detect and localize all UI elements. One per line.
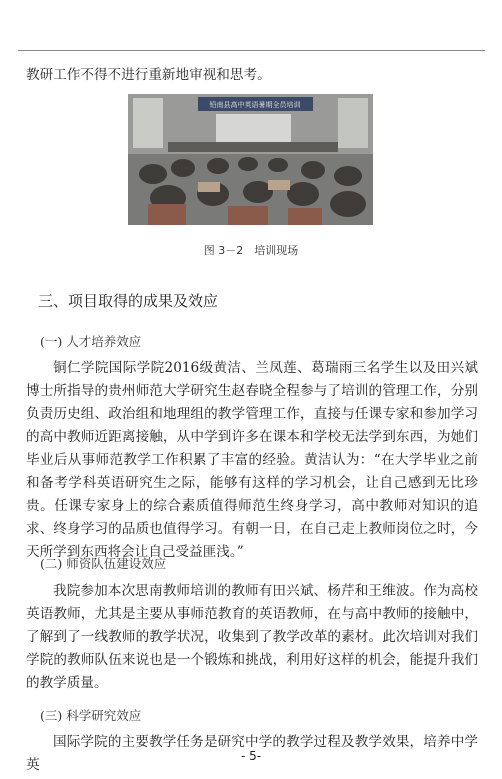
section-heading: 三、项目取得的成果及效应: [38, 292, 219, 310]
subsection-title: (一) 人才培养效应: [40, 334, 142, 349]
training-photo: [128, 94, 373, 225]
intro-paragraph: 教研工作不得不进行重新地审视和思考。: [26, 67, 271, 83]
subsection-title: (三) 科学研究效应: [40, 708, 142, 723]
subsection-body: 铜仁学院国际学院2016级黄洁、兰凤莲、葛瑞雨三名学生以及田兴斌博士所指导的贵州师范大学研究生赵春晓全程参与了培训的管理工作，分别负责历史组、政治组和地理组的教学管理工作，直接与任课专家和参加学习的高中教师近距离接触，从中学到许多在课本和学校无法学到东西，为她们毕业后从事师范教学工作积累了丰富的经验。黄洁认为：“在大学毕业之前和备考学科英语研究生之际，能够有这样的学习机会，让自己感到无比珍贵。任课专家身上的综合素质值得师范生终身学习，高中教师对知识的追求、终身学习的品质也值得学习。有朝一日，在自己走上教师岗位之时，今天所学到东西将会让自己受益匪浅。”: [26, 360, 478, 560]
subsection-body: 国际学院的主要教学任务是研究中学的教学过程及教学效果，培养中学英: [26, 734, 478, 773]
page-number: - 5-: [240, 749, 262, 763]
subsection-title: (二) 师资队伍建设效应: [40, 556, 167, 571]
training-scene-image: [128, 94, 373, 225]
header-rule: [18, 50, 485, 51]
figure-caption: 图 3－2 培训现场: [203, 244, 299, 257]
subsection-body: 我院参加本次思南教师培训的教师有田兴斌、杨芹和王维波。作为高校英语教师，尤其是主要从事师范教育的英语教师，在与高中教师的接触中，了解到了一线教师的教学状况，收集到了教学改革的素材。此次培训对我们学院的教师队伍来说也是一个锻炼和挑战，利用好这样的机会，能提升我们的教学质量。: [26, 583, 478, 691]
banner-text: 铅南县高中英语暑期全员培训: [209, 101, 301, 109]
